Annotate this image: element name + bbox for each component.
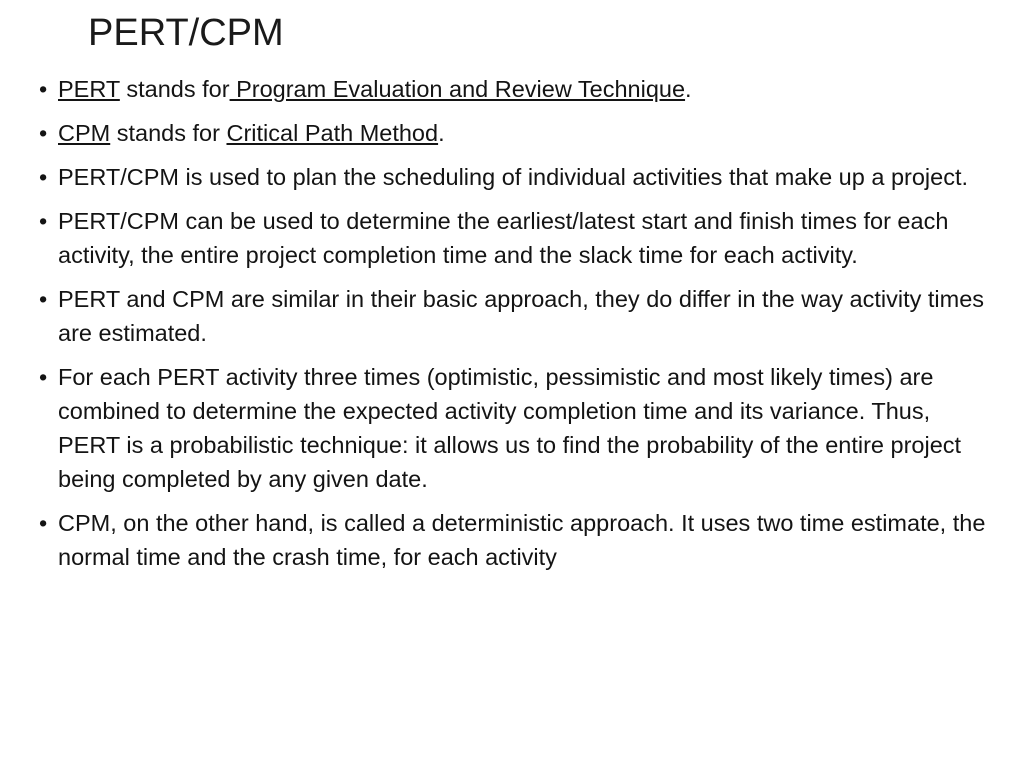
cpm-term: CPM: [58, 120, 111, 146]
bullet-dot-icon: •: [39, 364, 48, 390]
bullet-item: [30, 506, 998, 574]
bullet-text: PERT and CPM are similar in their basic approach, they do differ in the way activity times are estimated.: [58, 286, 985, 346]
bullet-dot-icon: •: [39, 208, 48, 234]
pert-term: PERT: [58, 76, 120, 102]
bullet-dot-icon: •: [39, 120, 48, 146]
bullet-text: PERT/CPM can be used to determine the earliest/latest start and finish times for each activity, the entire project completion time and the slack time for each activity.: [58, 208, 949, 268]
bullet-item: [30, 160, 998, 194]
bullet-cpm-definition: [30, 116, 998, 150]
pert-period: .: [685, 76, 692, 102]
slide-title: PERT/CPM: [88, 12, 284, 54]
bullet-dot-icon: •: [39, 76, 48, 102]
bullet-item: [30, 360, 998, 496]
cpm-expansion: Critical Path Method: [226, 120, 439, 146]
bullet-item: [30, 282, 998, 350]
bullet-list: [30, 72, 998, 584]
cpm-period: .: [438, 120, 445, 146]
bullet-dot-icon: •: [39, 164, 48, 190]
bullet-text: CPM, on the other hand, is called a deterministic approach. It uses two time estimate, the normal time and the crash time, for each activity: [58, 510, 986, 570]
bullet-pert-definition: [30, 72, 998, 106]
bullet-dot-icon: •: [39, 286, 48, 312]
bullet-text: PERT/CPM is used to plan the scheduling of individual activities that make up a project.: [58, 164, 969, 190]
cpm-connector-text: stands for: [110, 120, 227, 146]
bullet-text: For each PERT activity three times (optimistic, pessimistic and most likely times) are combined to determine the expected activity completion time and its variance. Thus, PERT is a probabilistic technique: it allows us to find the probability of the entire project being completed by any given date.: [58, 364, 962, 492]
pert-expansion: Program Evaluation and Review Technique: [229, 76, 686, 102]
bullet-dot-icon: •: [39, 510, 48, 536]
pert-connector-text: stands for: [119, 76, 230, 102]
bullet-item: [30, 204, 998, 272]
